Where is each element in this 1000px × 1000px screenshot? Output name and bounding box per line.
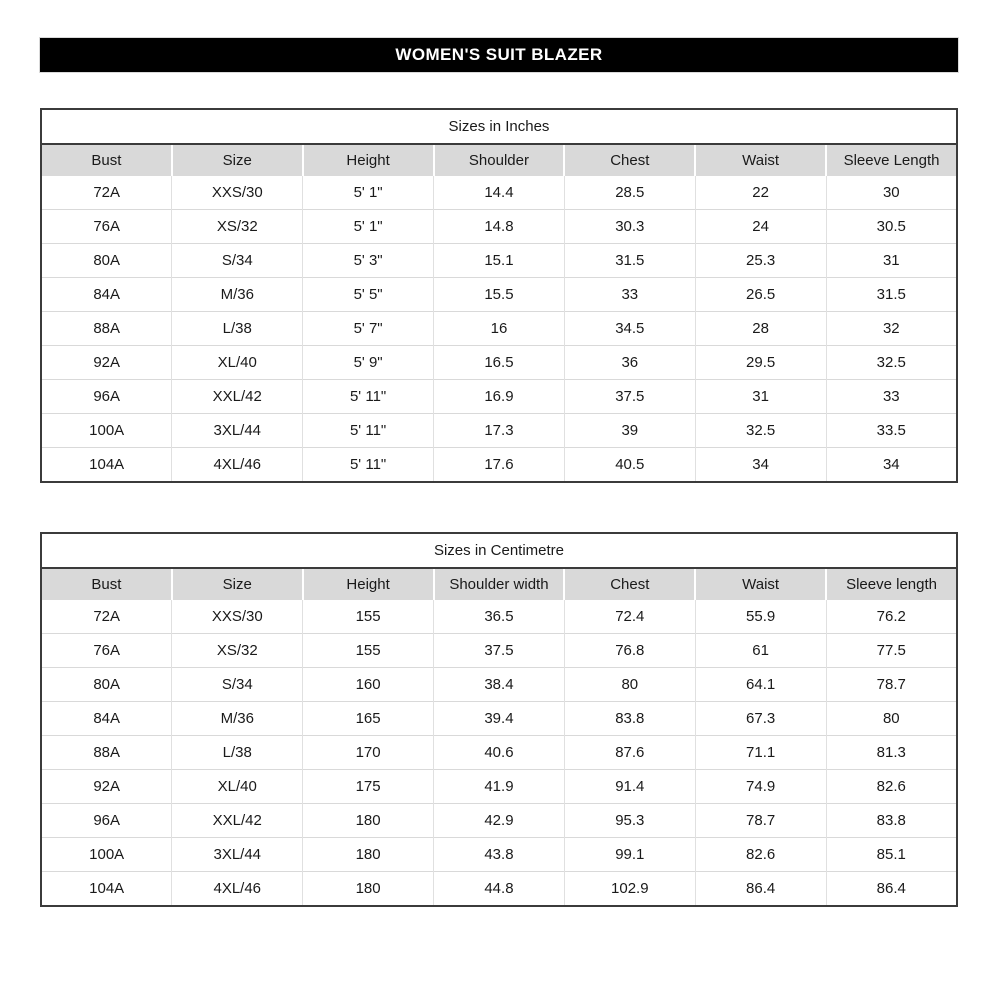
column-header: Bust [41, 144, 172, 176]
column-header: Shoulder [434, 144, 565, 176]
table-cell: 86.4 [826, 872, 957, 907]
table-cell: 96A [41, 380, 172, 414]
table-cell: 64.1 [695, 668, 826, 702]
table-cell: XL/40 [172, 346, 303, 380]
table-cell: 82.6 [695, 838, 826, 872]
table-cell: 34.5 [564, 312, 695, 346]
table-cell: 37.5 [434, 634, 565, 668]
table-cell: 3XL/44 [172, 838, 303, 872]
table-cell: 155 [303, 600, 434, 634]
table-cell: 5' 1" [303, 210, 434, 244]
table-cell: 170 [303, 736, 434, 770]
table-cell: XXL/42 [172, 804, 303, 838]
table-cell: 36 [564, 346, 695, 380]
table-cell: 14.4 [434, 176, 565, 210]
column-header: Sleeve Length [826, 144, 957, 176]
table-cell: 104A [41, 448, 172, 483]
table-cell: 22 [695, 176, 826, 210]
table-cell: 72A [93, 608, 121, 625]
table-row [41, 804, 957, 838]
table-body [41, 600, 957, 906]
table-cell: XL/40 [172, 770, 303, 804]
table-cell: 5' 3" [303, 244, 434, 278]
table-cell: M/36 [172, 278, 303, 312]
table-cell: 25.3 [695, 244, 826, 278]
table-cell: 91.4 [564, 770, 695, 804]
table-cell: 16.9 [434, 380, 565, 414]
table-row [41, 278, 957, 312]
table-cell: 180 [303, 804, 434, 838]
table-cell: 43.8 [434, 838, 565, 872]
table-row [41, 448, 957, 483]
table-cell: 80 [826, 702, 957, 736]
table-cell: 28.5 [564, 176, 695, 210]
table-cell: 5' 11" [303, 448, 434, 483]
table-cell: 39.4 [434, 702, 565, 736]
table-cell: 42.9 [434, 804, 565, 838]
table-row [41, 414, 957, 448]
table-cell: 31.5 [826, 278, 957, 312]
table-cell: 31 [695, 380, 826, 414]
table-cell: 15.5 [434, 278, 565, 312]
table-cell: 88A [41, 736, 172, 770]
table-cell: 30.3 [564, 210, 695, 244]
table-row [41, 380, 957, 414]
table-cell: XS/32 [172, 210, 303, 244]
table-cell: 31 [826, 244, 957, 278]
table-cell: 86.4 [695, 872, 826, 907]
table-cell: 14.8 [434, 210, 565, 244]
table-cell: 32.5 [695, 414, 826, 448]
column-header: Size [172, 568, 303, 600]
table-cell: 76A [41, 634, 172, 668]
table-cell: 40.5 [564, 448, 695, 483]
column-header: Waist [695, 568, 826, 600]
table-cell: 33 [826, 380, 957, 414]
table-cell: 30 [826, 176, 957, 210]
table-cell: 38.4 [434, 668, 565, 702]
table-cell: 34 [826, 448, 957, 483]
table-cell: L/38 [172, 736, 303, 770]
table-cell: M/36 [172, 702, 303, 736]
table-cell: 81.3 [826, 736, 957, 770]
table-cell: 31.5 [564, 244, 695, 278]
table-row [41, 210, 957, 244]
table-cell: 99.1 [564, 838, 695, 872]
table-cell: 180 [303, 872, 434, 907]
table-row [41, 312, 957, 346]
table-cell: 72A [93, 184, 121, 201]
table-cell: 28 [695, 312, 826, 346]
table-cell: 5' 11" [303, 380, 434, 414]
table-cell: 80A [41, 244, 172, 278]
table-cell: 165 [303, 702, 434, 736]
table-header-row [41, 144, 957, 176]
table-title: Sizes in Inches [41, 109, 957, 144]
sizes-in-centimetre-table [40, 532, 958, 907]
table-row [41, 872, 957, 907]
table-cell: 40.6 [434, 736, 565, 770]
table-cell: 80 [564, 668, 695, 702]
table-cell: 100A [41, 838, 172, 872]
table-cell: S/34 [172, 668, 303, 702]
column-header: Height [303, 568, 434, 600]
table-row [41, 770, 957, 804]
page-title: WOMEN'S SUIT BLAZER [40, 38, 958, 72]
table-cell: 5' 1" [303, 176, 434, 210]
table-cell: 78.7 [695, 804, 826, 838]
table-cell: 33.5 [826, 414, 957, 448]
table-cell: 30.5 [826, 210, 957, 244]
table-cell: XXS/30 [172, 600, 303, 634]
table-cell: 180 [303, 838, 434, 872]
table-cell: 29.5 [695, 346, 826, 380]
table-row [41, 736, 957, 770]
table-cell: 76A [41, 210, 172, 244]
table-cell: 39 [564, 414, 695, 448]
table-cell: 3XL/44 [172, 414, 303, 448]
table-cell: 41.9 [434, 770, 565, 804]
table-row [41, 346, 957, 380]
table-cell: 44.8 [434, 872, 565, 907]
table-row [41, 634, 957, 668]
table-cell: XS/32 [172, 634, 303, 668]
table-cell: 83.8 [826, 804, 957, 838]
table-cell: 155 [303, 634, 434, 668]
table-header-row [41, 568, 957, 600]
table-cell: 160 [303, 668, 434, 702]
table-cell: 5' 7" [303, 312, 434, 346]
table-cell: 55.9 [695, 600, 826, 634]
column-header: Bust [41, 568, 172, 600]
table-row [41, 668, 957, 702]
table-row [41, 838, 957, 872]
table-cell: 71.1 [695, 736, 826, 770]
table-cell: 16 [434, 312, 565, 346]
table-cell: 61 [695, 634, 826, 668]
table-row [41, 600, 957, 634]
table-cell: 80A [41, 668, 172, 702]
column-header: Waist [695, 144, 826, 176]
table-cell: 26.5 [695, 278, 826, 312]
table-cell: 17.3 [434, 414, 565, 448]
table-cell: 67.3 [695, 702, 826, 736]
table-cell: 37.5 [564, 380, 695, 414]
table-cell: 5' 9" [303, 346, 434, 380]
table-cell: 87.6 [564, 736, 695, 770]
table-cell: 78.7 [826, 668, 957, 702]
table-cell: 102.9 [564, 872, 695, 907]
table-cell: 34 [695, 448, 826, 483]
column-header: Chest [564, 144, 695, 176]
table-cell: 33 [564, 278, 695, 312]
table-cell: 92A [41, 346, 172, 380]
table-title: Sizes in Centimetre [41, 533, 957, 568]
table-cell: 36.5 [434, 600, 565, 634]
table-cell: 72.4 [564, 600, 695, 634]
table-cell: 83.8 [564, 702, 695, 736]
table-cell: 17.6 [434, 448, 565, 483]
table-cell: 100A [41, 414, 172, 448]
table-cell: 88A [41, 312, 172, 346]
table-cell: 84A [41, 702, 172, 736]
table-cell: 76.8 [564, 634, 695, 668]
table-cell: S/34 [172, 244, 303, 278]
table-cell: 16.5 [434, 346, 565, 380]
sizes-in-inches-table [40, 108, 958, 483]
table-cell: 77.5 [826, 634, 957, 668]
table-cell: 82.6 [826, 770, 957, 804]
table-cell: 5' 11" [303, 414, 434, 448]
table-cell: 5' 5" [303, 278, 434, 312]
table-cell: 85.1 [826, 838, 957, 872]
table-cell: 74.9 [695, 770, 826, 804]
table-cell: 175 [303, 770, 434, 804]
table-cell: 96A [41, 804, 172, 838]
table-cell: 15.1 [434, 244, 565, 278]
column-header: Chest [564, 568, 695, 600]
column-header: Sleeve length [826, 568, 957, 600]
table-cell: XXL/42 [172, 380, 303, 414]
column-header: Height [303, 144, 434, 176]
table-cell: 76.2 [826, 600, 957, 634]
table-cell: 104A [41, 872, 172, 907]
table-title-row [41, 533, 957, 568]
table-row [41, 702, 957, 736]
table-row [41, 244, 957, 278]
table-cell: 95.3 [564, 804, 695, 838]
table-row [41, 176, 957, 210]
table-cell: 92A [41, 770, 172, 804]
column-header: Size [172, 144, 303, 176]
table-cell: 84A [41, 278, 172, 312]
table-cell: 4XL/46 [172, 872, 303, 907]
table-cell: 32.5 [826, 346, 957, 380]
table-cell: 4XL/46 [172, 448, 303, 483]
table-body [41, 176, 957, 482]
column-header: Shoulder width [434, 568, 565, 600]
table-cell: XXS/30 [172, 176, 303, 210]
table-title-row [41, 109, 957, 144]
table-cell: 24 [695, 210, 826, 244]
table-cell: 32 [826, 312, 957, 346]
table-cell: L/38 [172, 312, 303, 346]
